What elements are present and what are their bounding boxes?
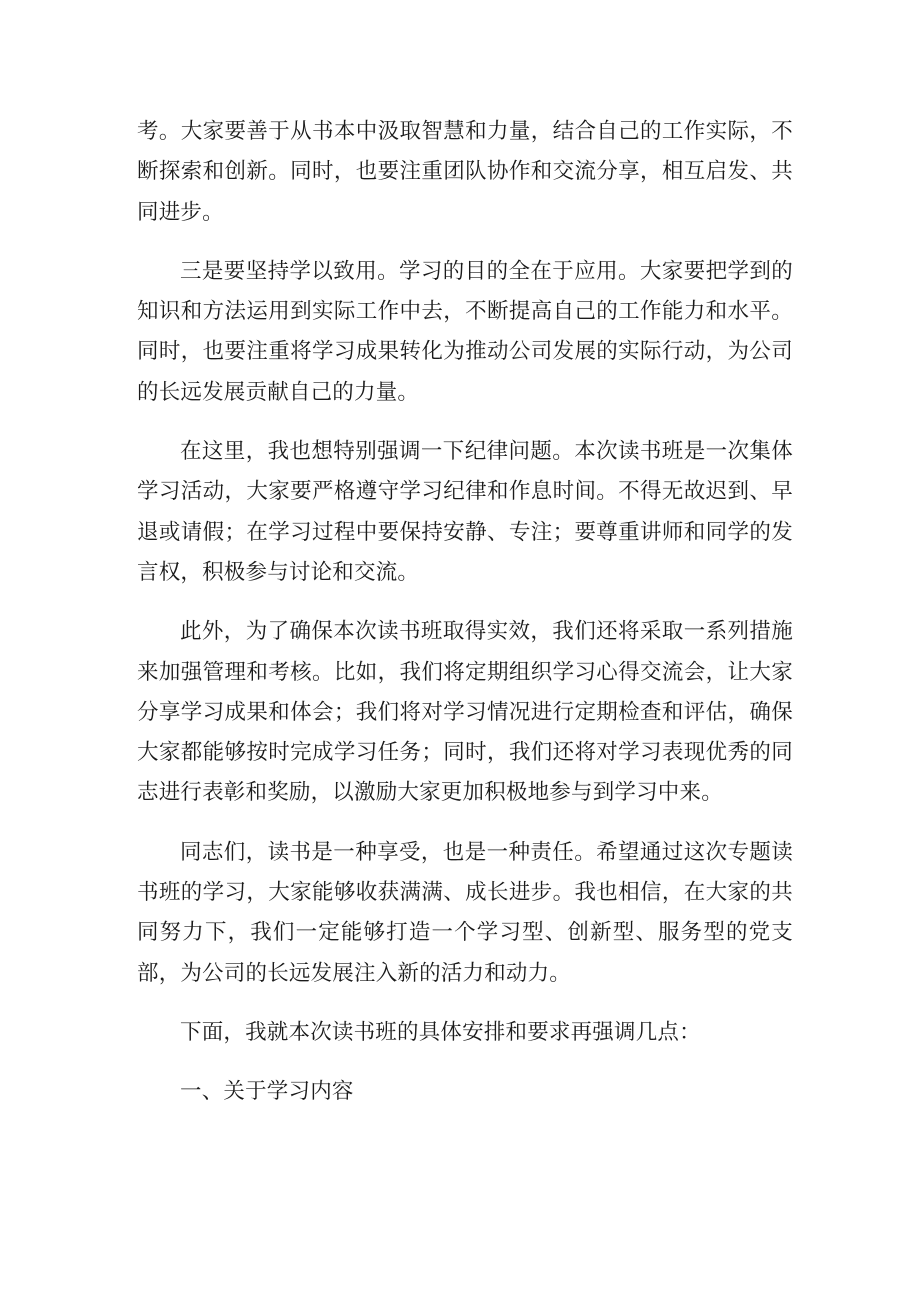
paragraph-management: 此外，为了确保本次读书班取得实效，我们还将采取一系列措施来加强管理和考核。比如，我们将定期组织学习心得交流会，让大家分享学习成果和体会；我们将对学习情况进行定期检查和评估，确保大家都能够按时完成学习任务；同时，我们还将对学习表现优秀的同志进行表彰和奖励，以激励大家更加积极地参与到学习中来。 (137, 619, 793, 806)
document-body (137, 112, 793, 1132)
paragraph-closing-hope: 同志们，读书是一种享受，也是一种责任。希望通过这次专题读书班的学习，大家能够收获满满、成长进步。我也相信，在大家的共同努力下，我们一定能够打造一个学习型、创新型、服务型的党支部，为公司的长远发展注入新的活力和动力。 (137, 839, 793, 986)
paragraph-apply-learning: 三是要坚持学以致用。学习的目的全在于应用。大家要把学到的知识和方法运用到实际工作中去，不断提高自己的工作能力和水平。同时，也要注重将学习成果转化为推动公司发展的实际行动，为公司的长远发展贡献自己的力量。 (137, 258, 793, 405)
paragraph-continuation: 考。大家要善于从书本中汲取智慧和力量，结合自己的工作实际，不断探索和创新。同时，也要注重团队协作和交流分享，相互启发、共同进步。 (137, 119, 793, 225)
paragraph-arrangements-intro: 下面，我就本次读书班的具体安排和要求再强调几点： (180, 1019, 701, 1045)
section-heading-study-content: 一、关于学习内容 (180, 1079, 354, 1105)
paragraph-discipline: 在这里，我也想特别强调一下纪律问题。本次读书班是一次集体学习活动，大家要严格遵守学习纪律和作息时间。不得无故迟到、早退或请假；在学习过程中要保持安静、专注；要尊重讲师和同学的发言权，积极参与讨论和交流。 (137, 439, 793, 585)
